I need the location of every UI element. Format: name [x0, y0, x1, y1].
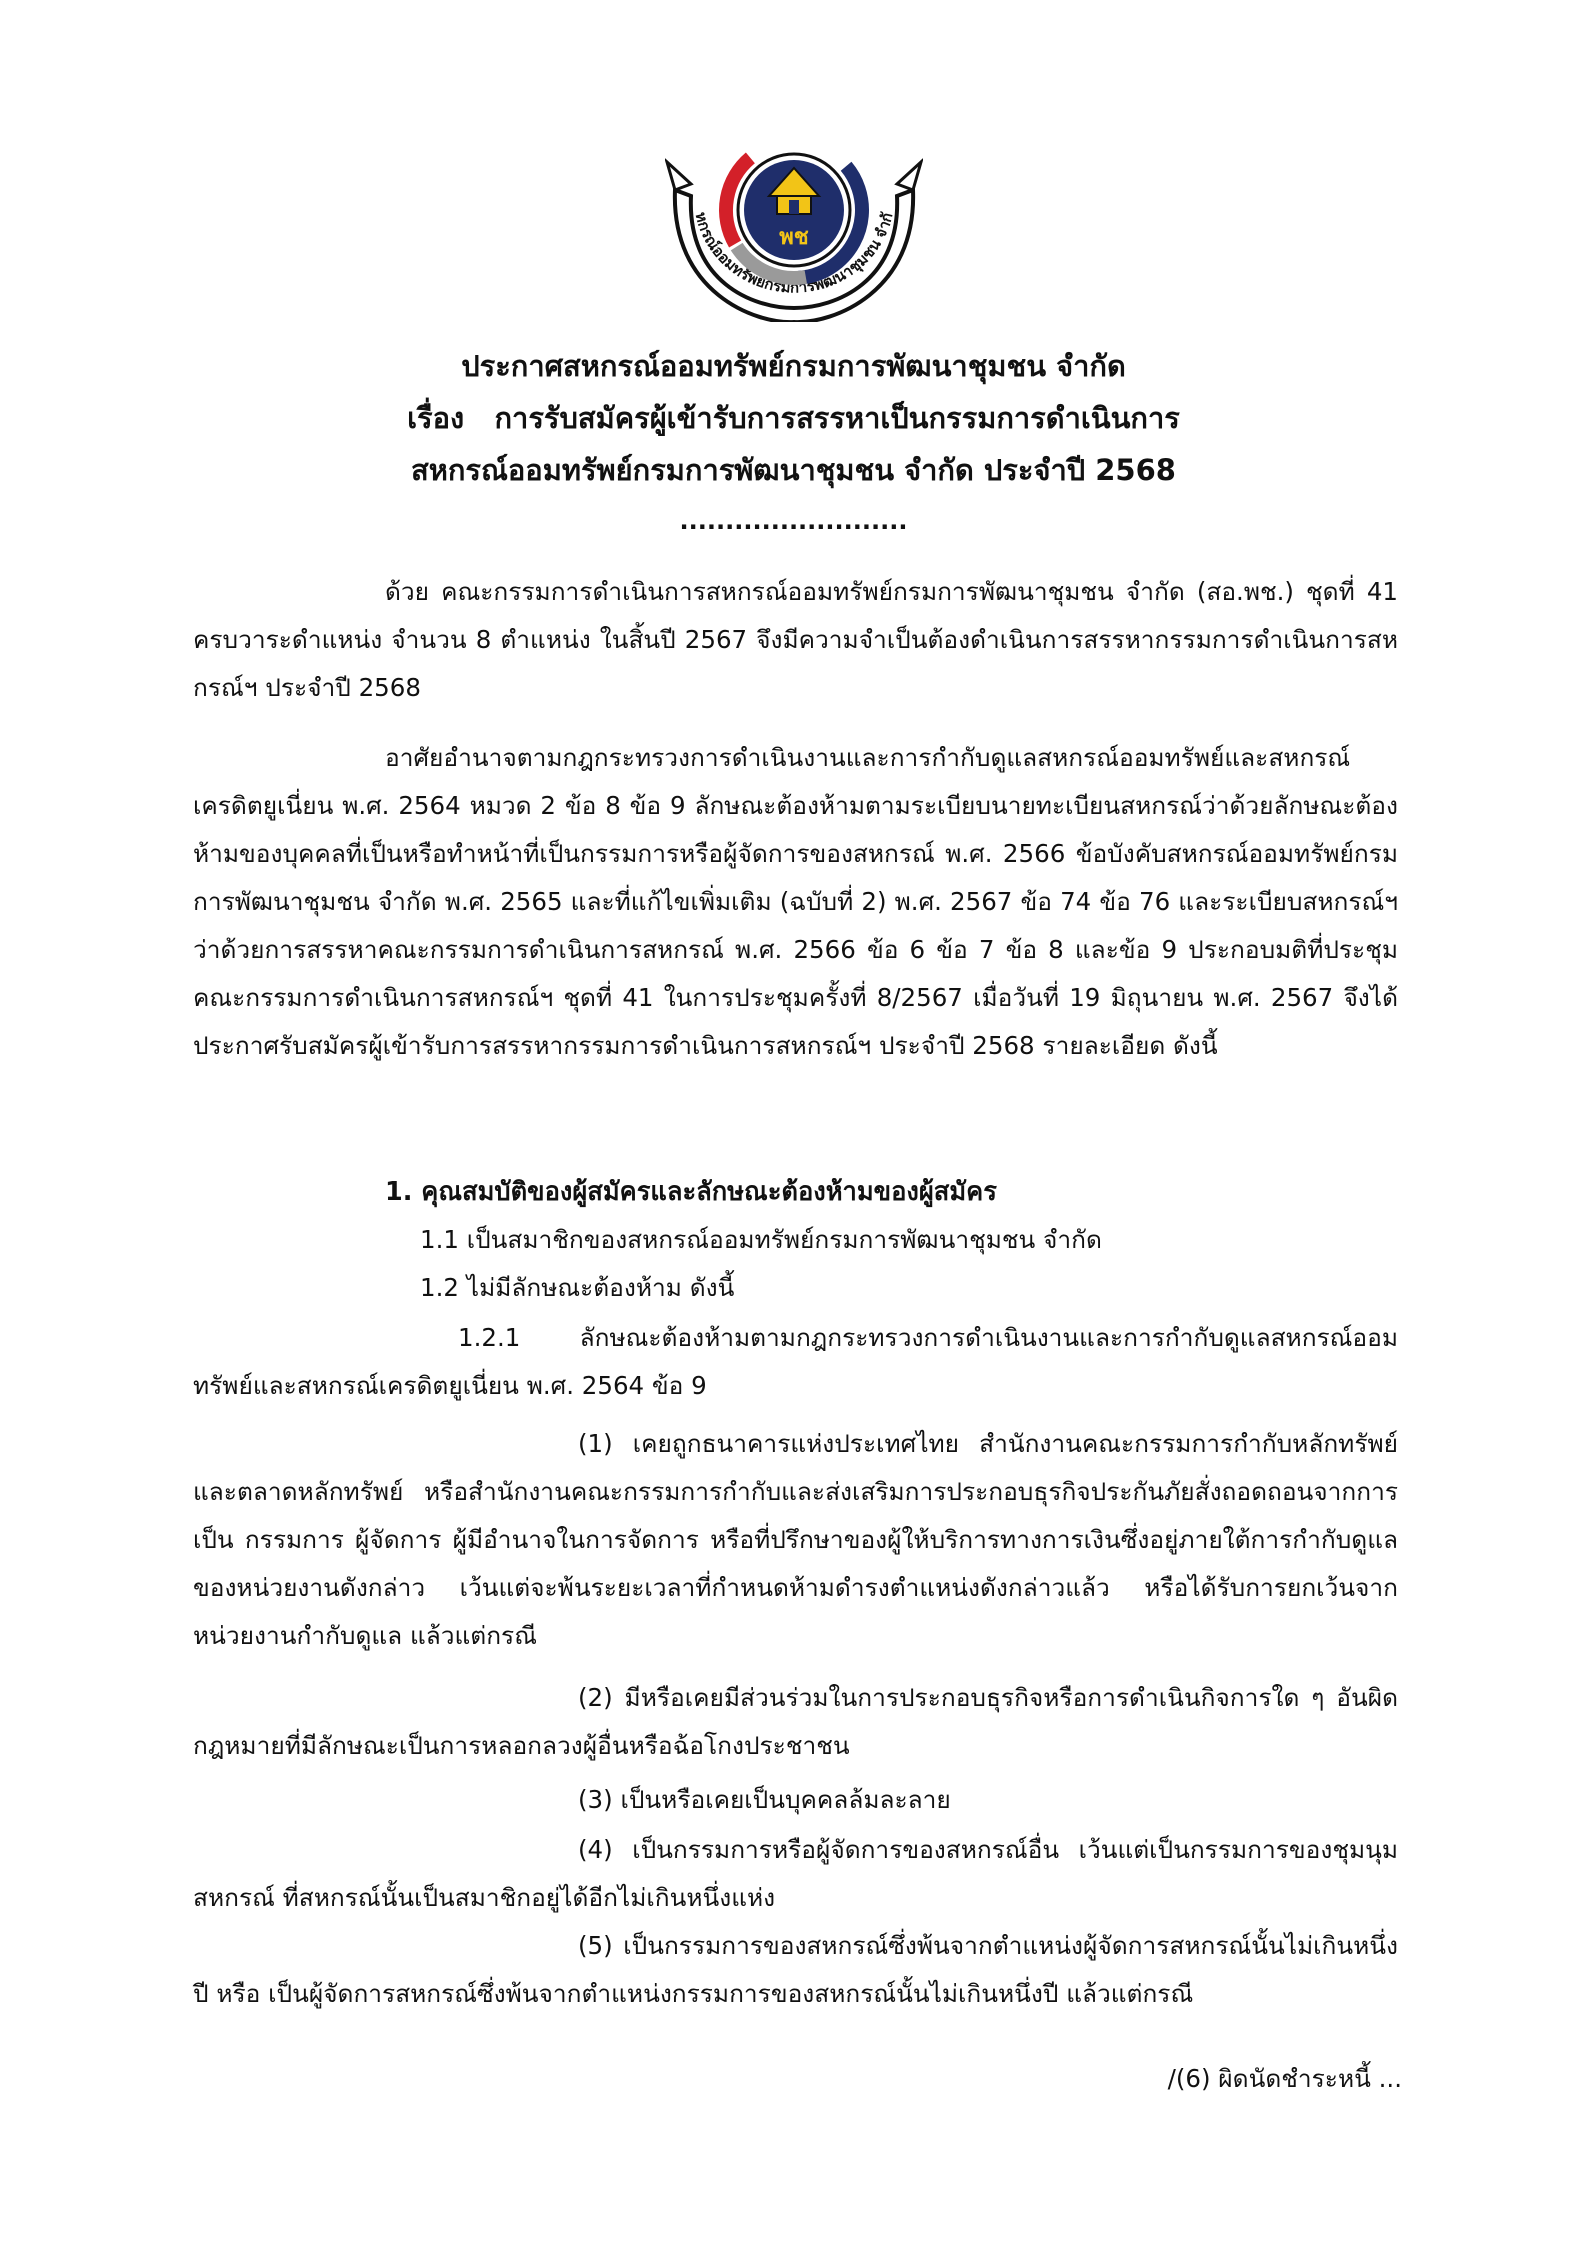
cooperative-logo: [665, 132, 923, 322]
sub-item-4-text: (4) เป็นกรรมการหรือผู้จัดการของสหกรณ์อื่น เว้นแต่เป็นกรรมการของชุมนุมสหกรณ์ ที่สหกรณ์นั้นเป็นสมาชิกอยู่ได้อีกไม่เกินหนึ่งแห่ง: [193, 1835, 1398, 1912]
title-line-3: สหกรณ์ออมทรัพย์กรมการพัฒนาชุมชน จำกัด ประจำปี 2568: [411, 453, 1176, 487]
intro-paragraph-text: ด้วย คณะกรรมการดำเนินการสหกรณ์ออมทรัพย์กรมการพัฒนาชุมชน จำกัด (สอ.พช.) ชุดที่ 41 ครบวาระดำแหน่ง จำนวน 8 ตำแหน่ง ในสิ้นปี 2567 จึงมีความจำเป็นต้องดำเนินการสรรหากรรมการดำเนินการสหกรณ์ฯ ประจำปี 2568: [193, 577, 1398, 702]
authority-paragraph-text: อาศัยอำนาจตามกฎกระทรวงการดำเนินงานและการกำกับดูแลสหกรณ์ออมทรัพย์และสหกรณ์เครดิตยูเนี่ยน พ.ศ. 2564 หมวด 2 ข้อ 8 ข้อ 9 ลักษณะต้องห้ามตามระเบียบนายทะเบียนสหกรณ์ว่าด้วยลักษณะต้องห้ามของบุคคลที่เป็นหรือทำหน้าที่เป็นกรรมการหรือผู้จัดการของสหกรณ์ พ.ศ. 2566 ข้อบังคับสหกรณ์ออมทรัพย์กรมการพัฒนาชุมชน จำกัด พ.ศ. 2565 และที่แก้ไขเพิ่มเติม (ฉบับที่ 2) พ.ศ. 2567 ข้อ 74 ข้อ 76 และระเบียบสหกรณ์ฯ ว่าด้วยการสรรหาคณะกรรมการดำเนินการสหกรณ์ พ.ศ. 2566 ข้อ 6 ข้อ 7 ข้อ 8 และข้อ 9 ประกอบมติที่ประชุมคณะกรรมการดำเนินการสหกรณ์ฯ ชุดที่ 41 ในการประชุมครั้งที่ 8/2567 เมื่อวันที่ 19 มิถุนายน พ.ศ. 2567 จึงได้ประกาศรับสมัครผู้เข้ารับการสรรหากรรมการดำเนินการสหกรณ์ฯ ประจำปี 2568 รายละเอียด ดังนี้: [193, 743, 1398, 1060]
authority-paragraph: [193, 734, 1398, 1070]
logo-center-text: พช: [779, 225, 809, 250]
logo-emblem-icon: [665, 132, 923, 322]
sub-item-2: [193, 1674, 1398, 1770]
sub-item-3: (3) เป็นหรือเคยเป็นบุคคลล้มละลาย: [578, 1785, 951, 1814]
title-line-2: เรื่อง การรับสมัครผู้เข้ารับการสรรหาเป็นกรรมการดำเนินการ: [407, 401, 1180, 435]
title-line-1: ประกาศสหกรณ์ออมทรัพย์กรมการพัฒนาชุมชน จำกัด: [461, 349, 1126, 383]
sub-item-5-text: (5) เป็นกรรมการของสหกรณ์ซึ่งพ้นจากตำแหน่งผู้จัดการสหกรณ์นั้นไม่เกินหนึ่งปี หรือ เป็นผู้จัดการสหกรณ์ซึ่งพ้นจากตำแหน่งกรรมการของสหกรณ์นั้นไม่เกินหนึ่งปี แล้วแต่กรณี: [193, 1931, 1398, 2008]
item-1-2: 1.2 ไม่มีลักษณะต้องห้าม ดังนี้: [420, 1273, 735, 1302]
item-1-2-1: [193, 1314, 1398, 1410]
item-1-2-1-text: 1.2.1 ลักษณะต้องห้ามตามกฎกระทรวงการดำเนินงานและการกำกับดูแลสหกรณ์ออมทรัพย์และสหกรณ์เครดิตยูเนี่ยน พ.ศ. 2564 ข้อ 9: [193, 1323, 1398, 1400]
sub-item-2-text: (2) มีหรือเคยมีส่วนร่วมในการประกอบธุรกิจหรือการดำเนินกิจการใด ๆ อันผิดกฎหมายที่มีลักษณะเป็นการหลอกลวงผู้อื่นหรือฉ้อโกงประชาชน: [193, 1683, 1398, 1760]
sub-item-4: [193, 1826, 1398, 1922]
item-1-1: 1.1 เป็นสมาชิกของสหกรณ์ออมทรัพย์กรมการพัฒนาชุมชน จำกัด: [420, 1225, 1102, 1254]
title-separator: .........................: [679, 507, 908, 535]
intro-paragraph: [193, 568, 1398, 712]
announcement-title: [0, 340, 1587, 496]
sub-item-1: [193, 1420, 1398, 1660]
continuation-note: /(6) ผิดนัดชำระหนี้ ...: [1167, 2064, 1402, 2093]
sub-item-5: [193, 1922, 1398, 2018]
sub-item-1-text: (1) เคยถูกธนาคารแห่งประเทศไทย สำนักงานคณะกรรมการกำกับหลักทรัพย์และตลาดหลักทรัพย์ หรือสำนักงานคณะกรรมการกำกับและส่งเสริมการประกอบธุรกิจประกันภัยสั่งถอดถอนจากการเป็น กรรมการ ผู้จัดการ ผู้มีอำนาจในการจัดการ หรือที่ปรึกษาของผู้ให้บริการทางการเงินซึ่งอยู่ภายใต้การกำกับดูแลของหน่วยงานดังกล่าว เว้นแต่จะพ้นระยะเวลาที่กำหนดห้ามดำรงตำแหน่งดังกล่าวแล้ว หรือได้รับการยกเว้นจากหน่วยงานกำกับดูแล แล้วแต่กรณี: [193, 1429, 1398, 1650]
section-1-heading: 1. คุณสมบัติของผู้สมัครและลักษณะต้องห้ามของผู้สมัคร: [385, 1177, 997, 1207]
logo-ring-text: หกรณ์ออมทรัพย์กรมการพัฒนาชุมชน จำกั: [691, 210, 897, 297]
